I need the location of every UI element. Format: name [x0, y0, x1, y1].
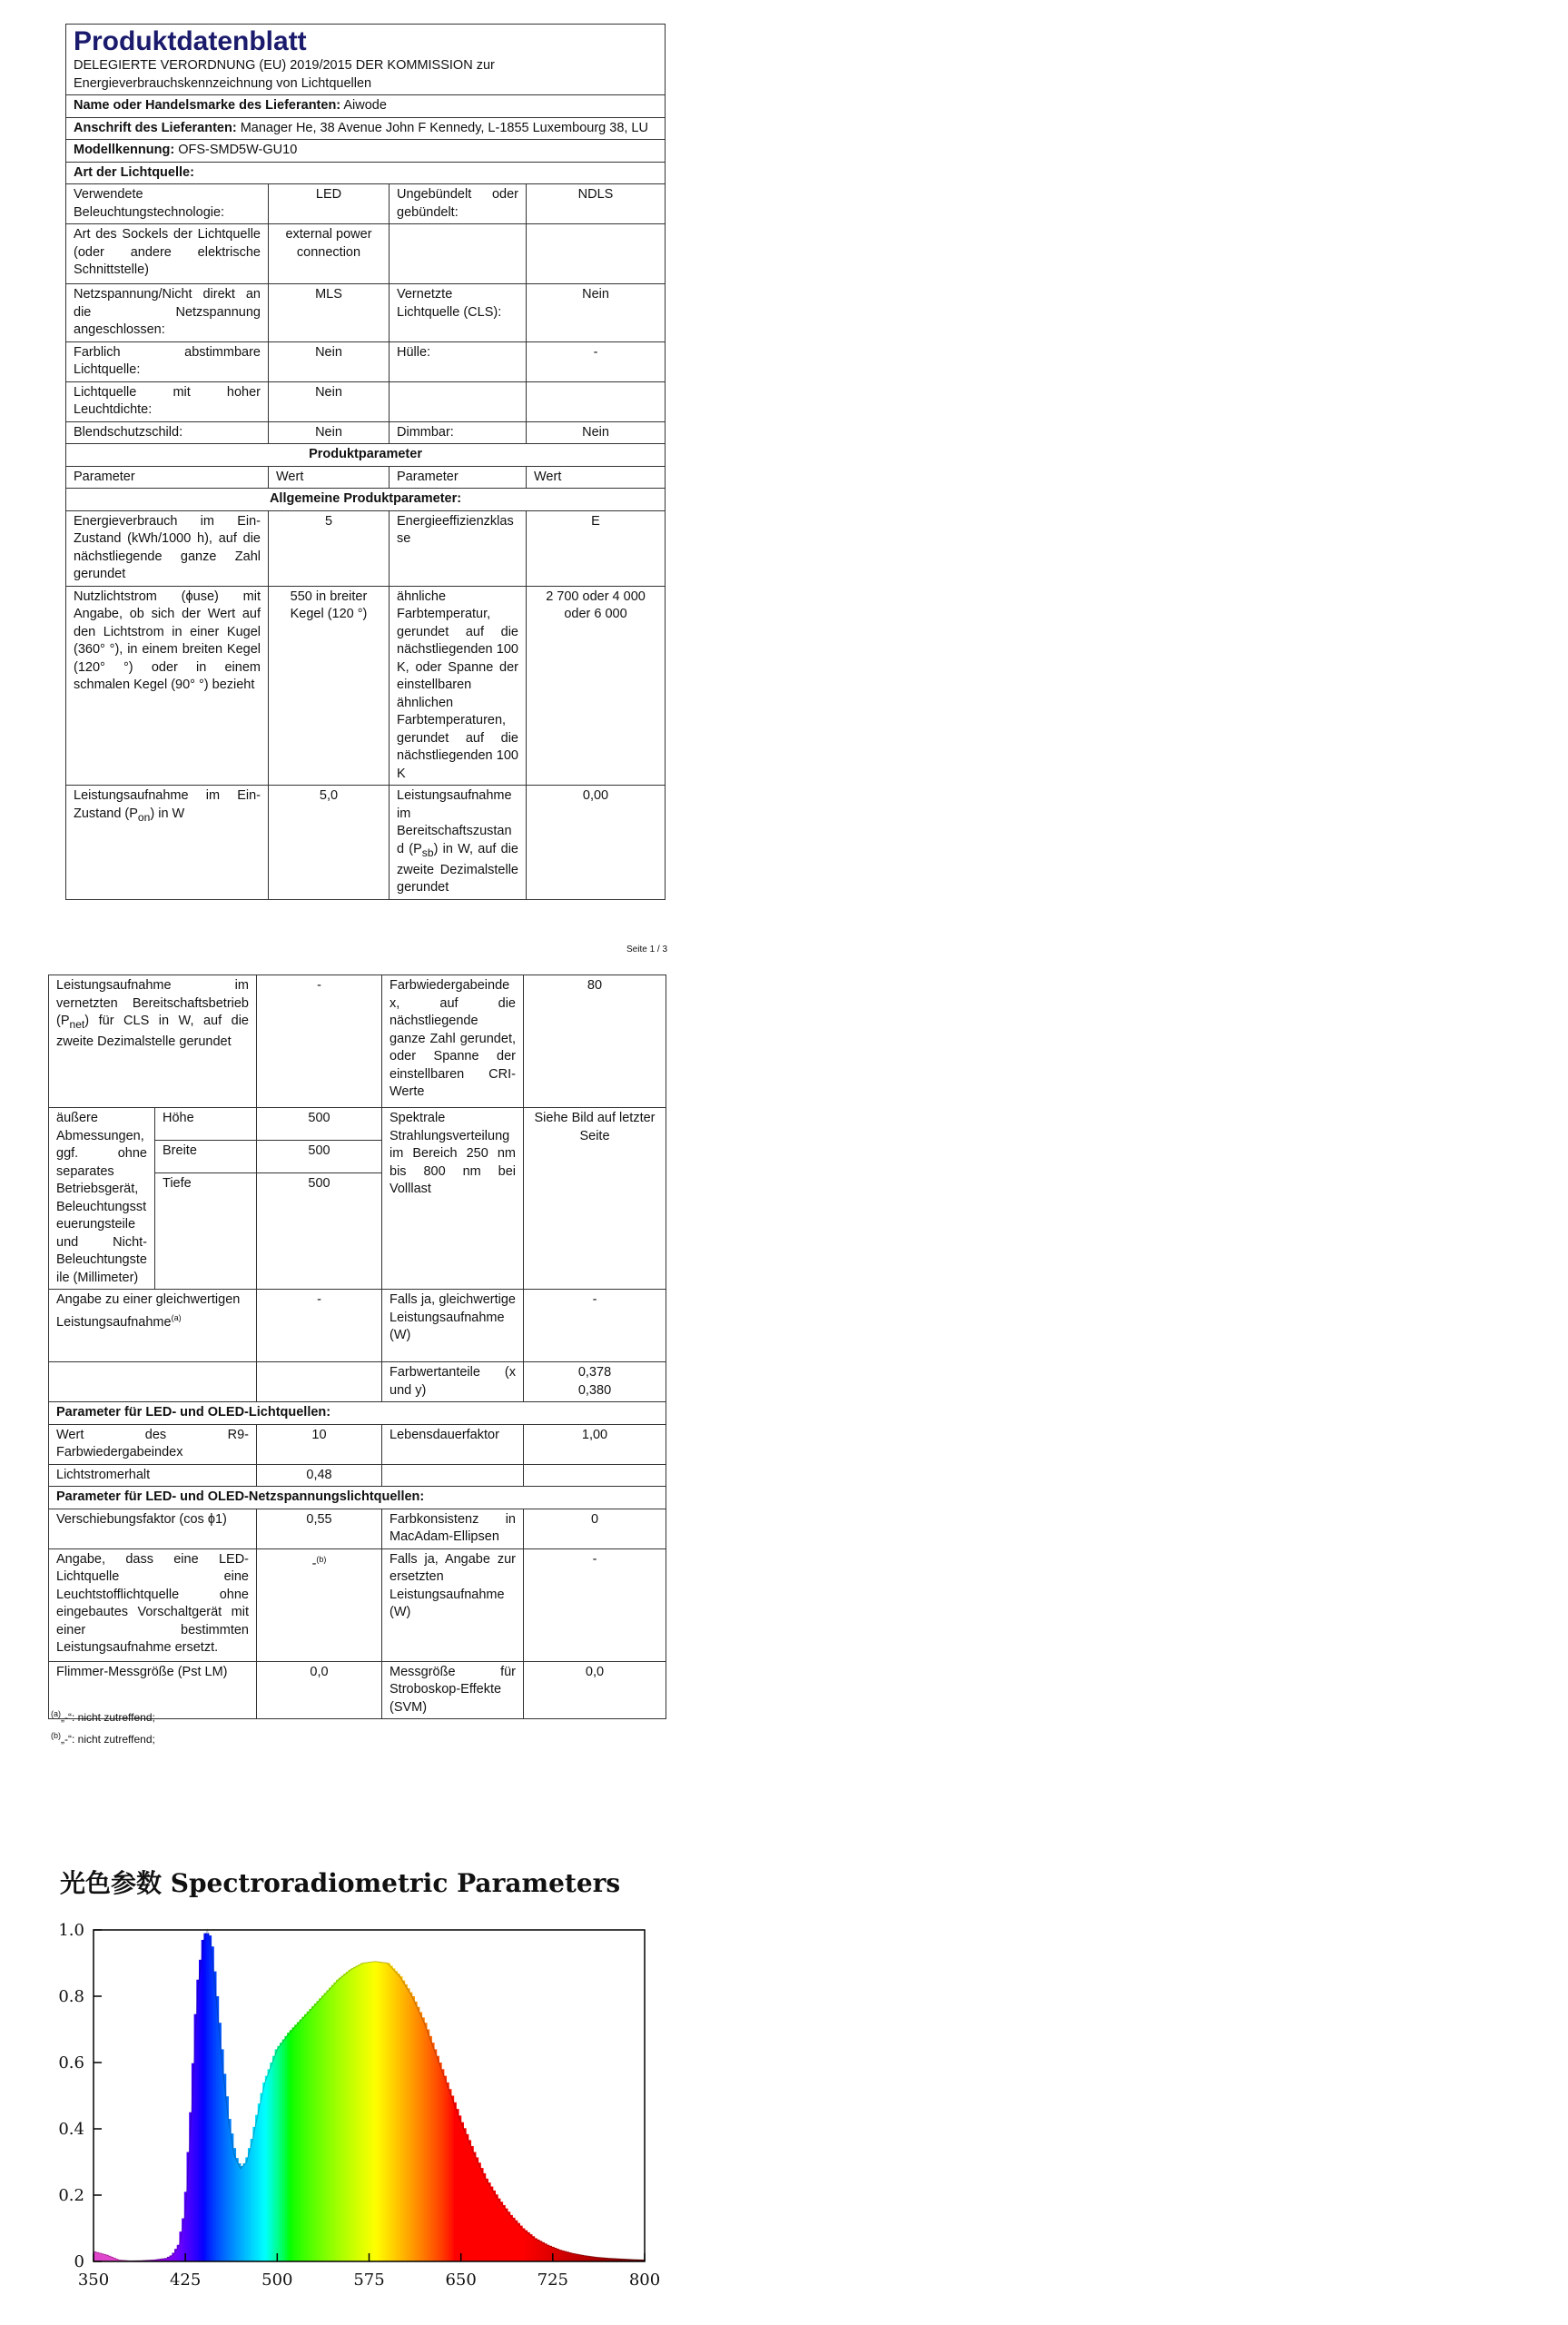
- energy-consumption-label: Energieverbrauch im Ein-Zustand (kWh/1000 h), auf die nächstliegende ganze Zahl gerundet: [66, 510, 269, 586]
- tunable-label: Farblich abstimmbare Lichtquelle:: [66, 341, 269, 381]
- empty-cell: [524, 1464, 666, 1487]
- equiv-power-ifyes-value: -: [524, 1290, 666, 1362]
- x-tick-label: 800: [628, 2271, 661, 2290]
- mains-led-params-header: Parameter für LED- und OLED-Netzspannungslichtquellen:: [49, 1487, 666, 1509]
- replacement-ifyes-label: Falls ja, Angabe zur ersetzten Leistungsaufnahme (W): [382, 1548, 524, 1661]
- pnet-value: -: [257, 975, 382, 1108]
- page-title: Produktdatenblatt: [74, 26, 307, 56]
- supplier-address-label: Anschrift des Lieferanten:: [74, 120, 237, 135]
- svm-label: Messgröße für Stroboskop-Effekte (SVM): [382, 1661, 524, 1719]
- tech-label: Verwendete Beleuchtungstechnologie:: [66, 184, 269, 224]
- y-tick-label: 0: [74, 2252, 84, 2271]
- mains-label: Netzspannung/Nicht direkt an die Netzspannung angeschlossen:: [66, 284, 269, 342]
- energy-class-label: Energieeffizienzklasse: [390, 510, 527, 586]
- pon-label: Leistungsaufnahme im Ein-Zustand $(P_{on})$ in W: [66, 786, 269, 900]
- empty-cell: [257, 1362, 382, 1402]
- x-tick-label: 500: [261, 2271, 293, 2290]
- svm-value: 0,0: [524, 1661, 666, 1719]
- height-label: Höhe: [155, 1108, 257, 1141]
- dimmable-label: Dimmbar:: [390, 421, 527, 444]
- chromaticity-value: [524, 1362, 666, 1402]
- title-cell: [66, 25, 666, 95]
- empty-cell: [527, 224, 666, 284]
- cap-value: external power connection: [269, 224, 390, 284]
- useful-flux-value: 550 in breiter Kegel (120 °): [269, 586, 390, 786]
- spd-value: Siehe Bild auf letzter Seite: [524, 1108, 666, 1290]
- tunable-value: Nein: [269, 341, 390, 381]
- supplier-address: Manager He, 38 Avenue John F Kennedy, L-1855 Luxembourg 38, LU: [240, 120, 648, 135]
- chart-title: 光色参数 Spectroradiometric Parameters: [60, 1868, 621, 1898]
- mains-value: MLS: [269, 284, 390, 342]
- energy-consumption-value: 5: [269, 510, 390, 586]
- chromaticity-x: 0,378: [577, 1365, 612, 1380]
- page-number: Seite 1 / 3: [626, 945, 668, 955]
- datasheet-table-2: [48, 975, 666, 1719]
- empty-cell: [390, 224, 527, 284]
- psb-label: Leistungsaufnahme im Bereitschaftszustand $(P_{sb})$ in W, auf die zweite Dezimalstelle gerundet: [390, 786, 527, 900]
- col-header-param: Parameter: [66, 466, 269, 489]
- lumen-maintenance-value: 0,48: [257, 1464, 382, 1487]
- y-tick-label: 0.4: [58, 2120, 84, 2139]
- envelope-value: -: [527, 341, 666, 381]
- y-tick-label: 1.0: [58, 1921, 84, 1940]
- pnet-label: Leistungsaufnahme im vernetzten Bereitschaftsbetrieb $(P_{net})$ für CLS in W, auf die zweite Dezimalstelle gerundet: [49, 975, 257, 1108]
- dimmable-value: Nein: [527, 421, 666, 444]
- depth-value: 500: [257, 1173, 382, 1290]
- cct-value: 2 700 oder 4 000 oder 6 000: [527, 586, 666, 786]
- tech-value: LED: [269, 184, 390, 224]
- survival-factor-value: 1,00: [524, 1424, 666, 1464]
- datasheet-page-2: [48, 975, 666, 1719]
- led-params-header: Parameter für LED- und OLED-Lichtquellen:: [49, 1402, 666, 1425]
- width-value: 500: [257, 1141, 382, 1173]
- displacement-factor-value: 0,55: [257, 1509, 382, 1548]
- x-tick-label: 650: [445, 2271, 477, 2290]
- empty-cell: [390, 381, 527, 421]
- col-header-param: Parameter: [390, 466, 527, 489]
- model-row: [66, 140, 666, 163]
- datasheet-table-1: [65, 24, 666, 900]
- focus-label: Ungebündelt oder gebündelt:: [390, 184, 527, 224]
- cri-value: 80: [524, 975, 666, 1108]
- x-tick-label: 425: [169, 2271, 202, 2290]
- replacement-ifyes-value: -: [524, 1548, 666, 1661]
- r9-value: 10: [257, 1424, 382, 1464]
- psb-value: 0,00: [527, 786, 666, 900]
- empty-cell: [49, 1362, 257, 1402]
- col-header-value: Wert: [527, 466, 666, 489]
- pon-value: 5,0: [269, 786, 390, 900]
- supplier-name: Aiwode: [343, 98, 387, 113]
- chromaticity-label: Farbwertanteile (x und y): [382, 1362, 524, 1402]
- model-id: OFS-SMD5W-GU10: [178, 143, 298, 157]
- product-params-header: Produktparameter: [66, 444, 666, 467]
- cls-value: Nein: [527, 284, 666, 342]
- envelope-label: Hülle:: [390, 341, 527, 381]
- y-tick-label: 0.8: [58, 1987, 84, 2006]
- cls-label: Vernetzte Lichtquelle (CLS):: [390, 284, 527, 342]
- footnote-a: $^{(a)}$„-“: nicht zutreffend;: [51, 1709, 155, 1724]
- y-tick-label: 0.2: [58, 2186, 84, 2205]
- height-value: 500: [257, 1108, 382, 1141]
- equiv-power-ifyes-label: Falls ja, gleichwertige Leistungsaufnahme (W): [382, 1290, 524, 1362]
- energy-class-value: E: [527, 510, 666, 586]
- cap-label: Art des Sockels der Lichtquelle (oder andere elektrische Schnittstelle): [66, 224, 269, 284]
- antiglare-value: Nein: [269, 421, 390, 444]
- empty-cell: [382, 1464, 524, 1487]
- datasheet-page-1: [65, 24, 665, 900]
- footnote-b: $^{(b)}$„-“: nicht zutreffend;: [51, 1731, 155, 1746]
- x-tick-label: 725: [537, 2271, 569, 2290]
- cct-label: ähnliche Farbtemperatur, gerundet auf die nächstliegenden 100 K, oder Spanne der einstellbaren ähnlichen Farbtemperaturen, gerundet auf die nächstliegenden 100 K: [390, 586, 527, 786]
- empty-cell: [527, 381, 666, 421]
- x-tick-label: 575: [353, 2271, 385, 2290]
- useful-flux-label: Nutzlichtstrom (ϕuse) mit Angabe, ob sich der Wert auf den Lichtstrom in einer Kugel (360° °), in einem breiten Kegel (120° °) oder in einem schmalen Kegel (90° °) bezieht: [66, 586, 269, 786]
- focus-value: NDLS: [527, 184, 666, 224]
- lumen-maintenance-label: Lichtstromerhalt: [49, 1464, 257, 1487]
- depth-label: Tiefe: [155, 1173, 257, 1290]
- col-header-value: Wert: [269, 466, 390, 489]
- spectrum-chart: [36, 1912, 672, 2320]
- width-label: Breite: [155, 1141, 257, 1173]
- light-source-type-label: Art der Lichtquelle:: [66, 162, 666, 184]
- spd-label: Spektrale Strahlungsverteilung im Bereich 250 nm bis 800 nm bei Volllast: [382, 1108, 524, 1290]
- antiglare-label: Blendschutzschild:: [66, 421, 269, 444]
- dimensions-label: äußere Abmessungen, ggf. ohne separates Betriebsgerät, Beleuchtungssteuerungsteile und Nicht-Beleuchtungsteile (Millimeter): [49, 1108, 155, 1290]
- r9-label: Wert des R9-Farbwiedergabeindex: [49, 1424, 257, 1464]
- flicker-value: 0,0: [257, 1661, 382, 1719]
- high-luminance-label: Lichtquelle mit hoher Leuchtdichte:: [66, 381, 269, 421]
- displacement-factor-label: Verschiebungsfaktor (cos ϕ1): [49, 1509, 257, 1548]
- supplier-address-row: [66, 117, 666, 140]
- high-luminance-value: Nein: [269, 381, 390, 421]
- regulation-text: DELEGIERTE VERORDNUNG (EU) 2019/2015 DER KOMMISSION zur Energieverbrauchskennzeichnung von Lichtquellen: [74, 58, 495, 91]
- chromaticity-y: 0,380: [577, 1382, 612, 1398]
- macadam-value: 0: [524, 1509, 666, 1548]
- x-tick-label: 350: [77, 2271, 110, 2290]
- general-params-header: Allgemeine Produktparameter:: [66, 489, 666, 511]
- supplier-name-row: [66, 95, 666, 118]
- replacement-label: Angabe, dass eine LED-Lichtquelle eine Leuchtstofflichtquelle ohne eingebautes Vorschaltgerät mit einer bestimmten Leistungsaufnahme ersetzt.: [49, 1548, 257, 1661]
- y-tick-label: 0.6: [58, 2053, 84, 2073]
- model-label: Modellkennung:: [74, 143, 175, 157]
- cri-label: Farbwiedergabeindex, auf die nächstliegende ganze Zahl gerundet, oder Spanne der einstellbaren CRI-Werte: [382, 975, 524, 1108]
- supplier-name-label: Name oder Handelsmarke des Lieferanten:: [74, 98, 341, 113]
- macadam-label: Farbkonsistenz in MacAdam-Ellipsen: [382, 1509, 524, 1548]
- replacement-value: -$^{(b)}$: [257, 1548, 382, 1661]
- equiv-power-value: -: [257, 1290, 382, 1362]
- survival-factor-label: Lebensdauerfaktor: [382, 1424, 524, 1464]
- equiv-power-label: Angabe zu einer gleichwertigen Leistungsaufnahme$^{(a)}$: [49, 1290, 257, 1362]
- flicker-label: Flimmer-Messgröße (Pst LM): [49, 1661, 257, 1719]
